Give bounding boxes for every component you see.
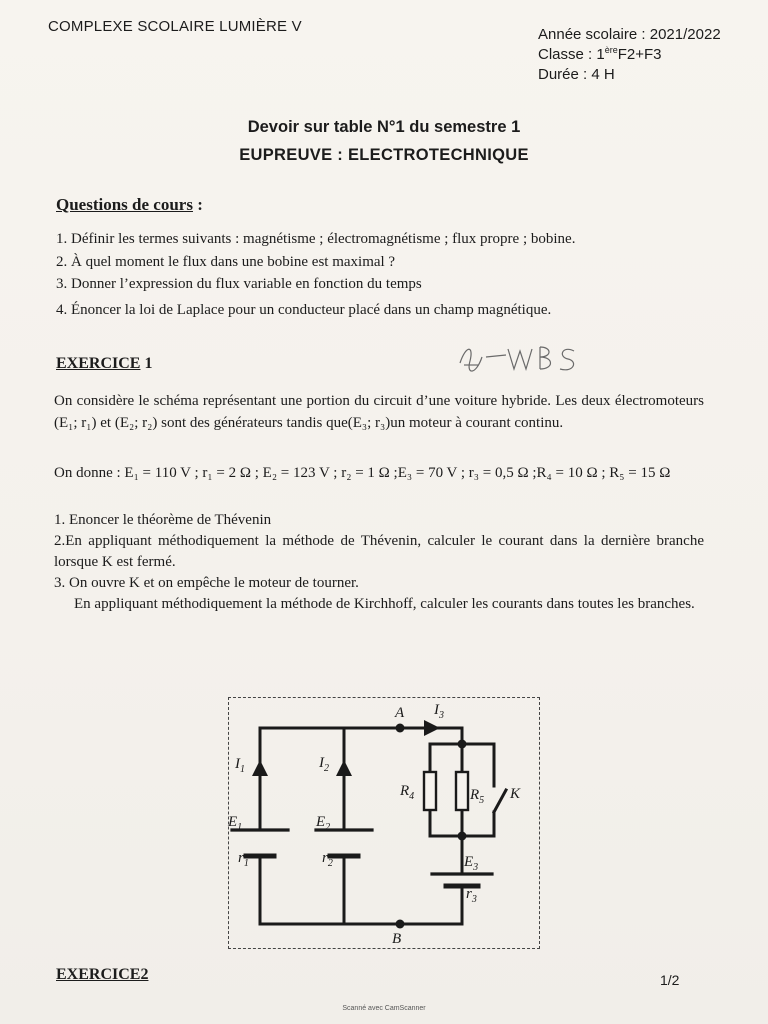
school-name: COMPLEXE SCOLAIRE LUMIÈRE V [48, 18, 302, 35]
svg-text:R5 [469, 787, 484, 806]
resistor-r5 [456, 772, 468, 810]
svg-text:r1 [238, 850, 249, 869]
label-r2: r [322, 850, 328, 866]
label-r2-sub: 2 [327, 858, 333, 869]
label-node-b: B [392, 931, 402, 947]
arrow-i1-icon [252, 760, 268, 776]
exercise1-question-2: 2.En appliquant méthodiquement la méthode de Thévenin, calculer le courant dans la dernière branche lorsque K est fermé. [54, 533, 704, 570]
class-superscript: ère [604, 45, 618, 55]
label-e3-sub: 3 [473, 862, 479, 873]
exercise1-question-1: 1. Enoncer le théorème de Thévenin [54, 512, 272, 528]
label-e3: E [464, 854, 474, 870]
label-i2-sub: 2 [324, 763, 329, 774]
node-top-right-dot [458, 740, 467, 749]
svg-text:I2 [318, 755, 329, 774]
label-e1-sub: 1 [237, 822, 243, 833]
course-questions-colon: : [192, 195, 203, 214]
label-e2: E [316, 814, 326, 830]
class-number: 1 [596, 46, 605, 63]
node-b-dot [396, 920, 405, 929]
school-year-label: Année scolaire : [538, 26, 646, 43]
label-e2-sub: 2 [325, 822, 331, 833]
label-i2: I [319, 755, 324, 771]
label-r5-sub: 5 [479, 795, 485, 806]
duration-value: 4 H [591, 66, 615, 83]
arrow-i2-icon [336, 760, 352, 776]
label-r5: R [470, 787, 480, 803]
label-r4: R [400, 783, 410, 799]
resistor-r4 [424, 772, 436, 810]
svg-text:I3 [433, 702, 444, 721]
duration-label: Durée : [538, 66, 588, 83]
label-node-a: A [395, 705, 405, 721]
label-i3: I [434, 702, 439, 718]
label-r3-sub: 3 [471, 894, 477, 905]
course-questions-title: Questions de cours [56, 195, 193, 214]
course-question-1: 1. Définir les termes suivants : magnétisme ; électromagnétisme ; flux propre ; bobine. [56, 231, 576, 247]
label-i1-sub: 1 [240, 764, 245, 775]
exercise1-given-values: On donne : E₁ = 110 V ; r₁ = 2 Ω ; E₂ = 123 V ; r₂ = 1 Ω ;E₃ = 70 V ; r₃ = 0,5 Ω ;R₄ = 10 Ω ; R₅ = 15 Ω [54, 465, 671, 481]
exercise1-intro: On considère le schéma représentant une portion du circuit d’une voiture hybride. Les deux électromoteurs (E₁; r₁) et (E₂; r₂) sont des générateurs tandis que(E₃; r₃)un moteur à courant continu. [54, 393, 704, 431]
class-sections: F2+F3 [617, 46, 662, 63]
label-i3-sub: 3 [439, 710, 444, 721]
label-r1: r [238, 850, 244, 866]
school-year-value: 2021/2022 [649, 26, 721, 43]
svg-text:R4 [399, 783, 414, 802]
label-r4-sub: 4 [409, 791, 415, 802]
label-i1: I [235, 756, 240, 772]
switch-k-wire [494, 744, 506, 836]
arrow-i3-icon [424, 720, 440, 736]
exercise1-title: EXERCICE [56, 355, 141, 372]
label-r1-sub: 1 [243, 858, 249, 869]
label-e1: E [228, 814, 238, 830]
course-question-2: 2. À quel moment le flux dans une bobine est maximal ? [56, 254, 396, 270]
exercise2-heading: EXERCICE2 [56, 966, 149, 983]
scanner-footer: Scanné avec CamScanner [342, 1005, 426, 1012]
course-question-3: 3. Donner l’expression du flux variable en fonction du temps [56, 276, 422, 292]
node-a-dot [396, 724, 405, 733]
page-number: 1/2 [660, 972, 680, 988]
label-switch-k: K [510, 786, 521, 802]
svg-text:r3 [466, 886, 477, 905]
svg-text:r2 [322, 850, 333, 869]
course-question-4: 4. Énoncer la loi de Laplace pour un conducteur placé dans un champ magnétique. [56, 302, 552, 318]
class-label: Classe : [538, 46, 593, 63]
exercise1-question-3: 3. On ouvre K et on empêche le moteur de tourner. [54, 575, 359, 591]
label-r3: r [466, 886, 472, 902]
exercise1-number: 1 [140, 355, 153, 372]
node-mid-right-dot [458, 832, 467, 841]
exam-subject: EUPREUVE : ELECTROTECHNIQUE [239, 146, 529, 164]
svg-text:E3 [463, 854, 478, 873]
svg-text:I1 [234, 756, 245, 775]
exercise1-question-3b: En appliquant méthodiquement la méthode de Kirchhoff, calculer les courants dans toutes les branches. [74, 596, 695, 612]
exam-title: Devoir sur table N°1 du semestre 1 [247, 118, 521, 136]
